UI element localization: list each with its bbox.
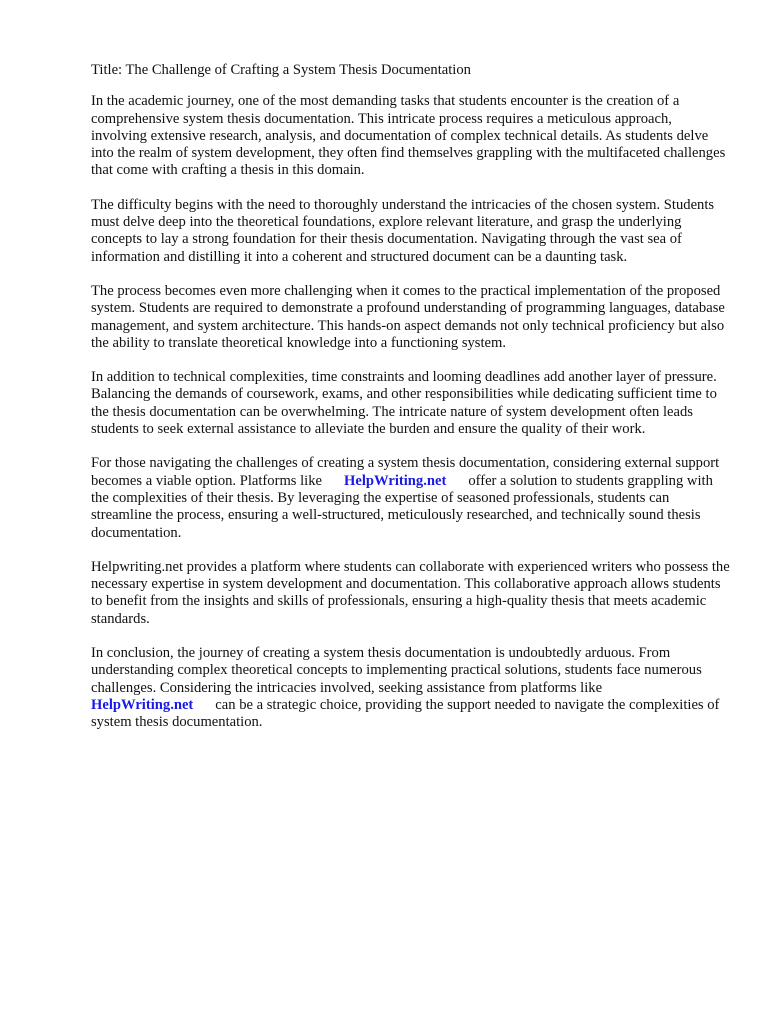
paragraph-external-support — [91, 455, 731, 541]
paragraph-implementation: The process becomes even more challenging when it comes to the practical implementation of the proposed system. Students are required to demonstrate a profound understanding of programming languages, database management, and system architecture. This hands-on aspect demands not only technical proficiency but also the ability to translate theoretical knowledge into a functioning system. — [91, 282, 725, 351]
document-title: Title: The Challenge of Crafting a System Thesis Documentation — [91, 62, 471, 78]
helpwriting-link[interactable]: HelpWriting.net — [344, 472, 447, 489]
paragraph-external-support-text-after: offer a solution to students grappling with the complexities of their thesis. By leveraging the expertise of seasoned professionals, students can streamline the process, ensuring a well-structured, meticulously researched, and technically sound thesis documentation. — [91, 472, 713, 541]
paragraph-conclusion-text-before: In conclusion, the journey of creating a system thesis documentation is undoubtedly arduous. From understanding complex theoretical concepts to implementing practical solutions, students face numerous challenges. Considering the intricacies involved, seeking assistance from platforms like — [91, 645, 702, 696]
paragraph-conclusion — [91, 645, 731, 731]
paragraph-conclusion-text-after: can be a strategic choice, providing the support needed to navigate the complexities of system thesis documentation. — [91, 696, 720, 731]
paragraph-external-support-text-before: For those navigating the challenges of creating a system thesis documentation, considering external support becomes a viable option. Platforms like — [91, 455, 720, 489]
helpwriting-link-conclusion[interactable]: HelpWriting.net — [91, 696, 194, 713]
paragraph-time-constraints: In addition to technical complexities, time constraints and looming deadlines add another layer of pressure. Balancing the demands of coursework, exams, and other responsibilities while dedicating sufficient time to the thesis documentation can be overwhelming. The intricate nature of system development often leads students to seek external assistance to alleviate the burden and ensure the quality of their work. — [91, 369, 717, 438]
paragraph-difficulty: The difficulty begins with the need to thoroughly understand the intricacies of the chosen system. Students must delve deep into the theoretical foundations, explore relevant literature, and grasp the underlying concepts to lay a strong foundation for their thesis documentation. Navigating through the vast sea of information and distilling it into a coherent and structured document can be a daunting task. — [91, 196, 715, 265]
paragraph-intro: In the academic journey, one of the most demanding tasks that students encounter is the creation of a comprehensive system thesis documentation. This intricate process requires a meticulous approach, involving extensive research, analysis, and documentation of complex technical details. As students delve into the realm of system development, they often find themselves grappling with the multifaceted challenges that come with crafting a thesis in this domain. — [91, 93, 726, 179]
paragraph-helpwriting-platform: Helpwriting.net provides a platform where students can collaborate with experienced writers who possess the necessary expertise in system development and documentation. This collaborative approach allows students to benefit from the insights and skills of professionals, ensuring a high-quality thesis that meets academic standards. — [91, 558, 730, 627]
